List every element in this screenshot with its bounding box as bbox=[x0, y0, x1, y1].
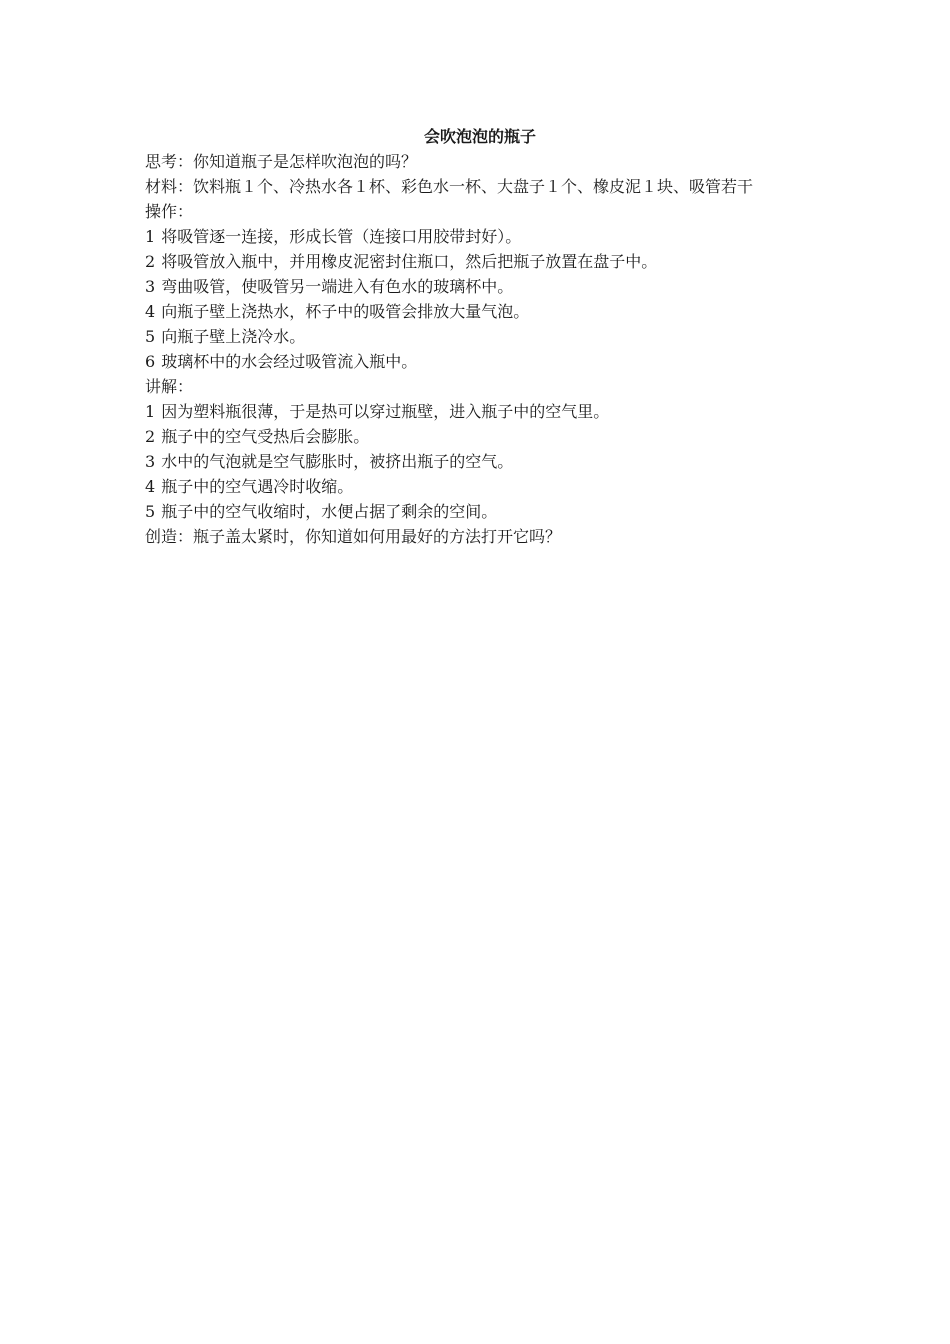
point-number: 1 bbox=[145, 402, 156, 421]
list-item bbox=[145, 274, 815, 299]
step-number: 5 bbox=[145, 327, 156, 346]
point-text: 瓶子中的空气受热后会膨胀。 bbox=[161, 427, 370, 446]
point-number: 5 bbox=[145, 502, 156, 521]
list-item bbox=[145, 349, 815, 374]
step-number: 4 bbox=[145, 302, 156, 321]
list-item bbox=[145, 324, 815, 349]
explain-points bbox=[145, 399, 815, 524]
list-item bbox=[145, 249, 815, 274]
step-text: 向瓶子壁上浇热水，杯子中的吸管会排放大量气泡。 bbox=[161, 302, 530, 321]
step-number: 6 bbox=[145, 352, 156, 371]
step-number: 3 bbox=[145, 277, 156, 296]
list-item bbox=[145, 399, 815, 424]
point-text: 瓶子中的空气收缩时，水便占据了剩余的空间。 bbox=[161, 502, 498, 521]
point-text: 瓶子中的空气遇冷时收缩。 bbox=[161, 477, 354, 496]
list-item bbox=[145, 474, 815, 499]
list-item bbox=[145, 299, 815, 324]
step-text: 将吸管放入瓶中，并用橡皮泥密封住瓶口，然后把瓶子放置在盘子中。 bbox=[161, 252, 658, 271]
step-number: 2 bbox=[145, 252, 156, 271]
step-number: 1 bbox=[145, 227, 156, 246]
step-text: 弯曲吸管，使吸管另一端进入有色水的玻璃杯中。 bbox=[161, 277, 514, 296]
operation-steps bbox=[145, 224, 815, 374]
think-question: 思考：你知道瓶子是怎样吹泡泡的吗？ bbox=[145, 152, 418, 171]
list-item bbox=[145, 224, 815, 249]
list-item bbox=[145, 499, 815, 524]
document-title: 会吹泡泡的瓶子 bbox=[423, 127, 536, 146]
create-question: 创造：瓶子盖太紧时，你知道如何用最好的方法打开它吗？ bbox=[145, 527, 562, 546]
step-text: 向瓶子壁上浇冷水。 bbox=[161, 327, 306, 346]
point-number: 3 bbox=[145, 452, 156, 471]
point-number: 4 bbox=[145, 477, 156, 496]
point-text: 水中的气泡就是空气膨胀时，被挤出瓶子的空气。 bbox=[161, 452, 514, 471]
operation-heading: 操作： bbox=[145, 202, 194, 221]
explain-heading: 讲解： bbox=[145, 377, 194, 396]
step-text: 玻璃杯中的水会经过吸管流入瓶中。 bbox=[161, 352, 418, 371]
list-item bbox=[145, 449, 815, 474]
step-text: 将吸管逐一连接，形成长管（连接口用胶带封好）。 bbox=[161, 227, 522, 246]
document-body bbox=[145, 124, 815, 549]
materials-list: 材料：饮料瓶１个、冷热水各１杯、彩色水一杯、大盘子１个、橡皮泥１块、吸管若干 bbox=[145, 177, 754, 196]
point-number: 2 bbox=[145, 427, 156, 446]
point-text: 因为塑料瓶很薄，于是热可以穿过瓶壁，进入瓶子中的空气里。 bbox=[161, 402, 610, 421]
list-item bbox=[145, 424, 815, 449]
